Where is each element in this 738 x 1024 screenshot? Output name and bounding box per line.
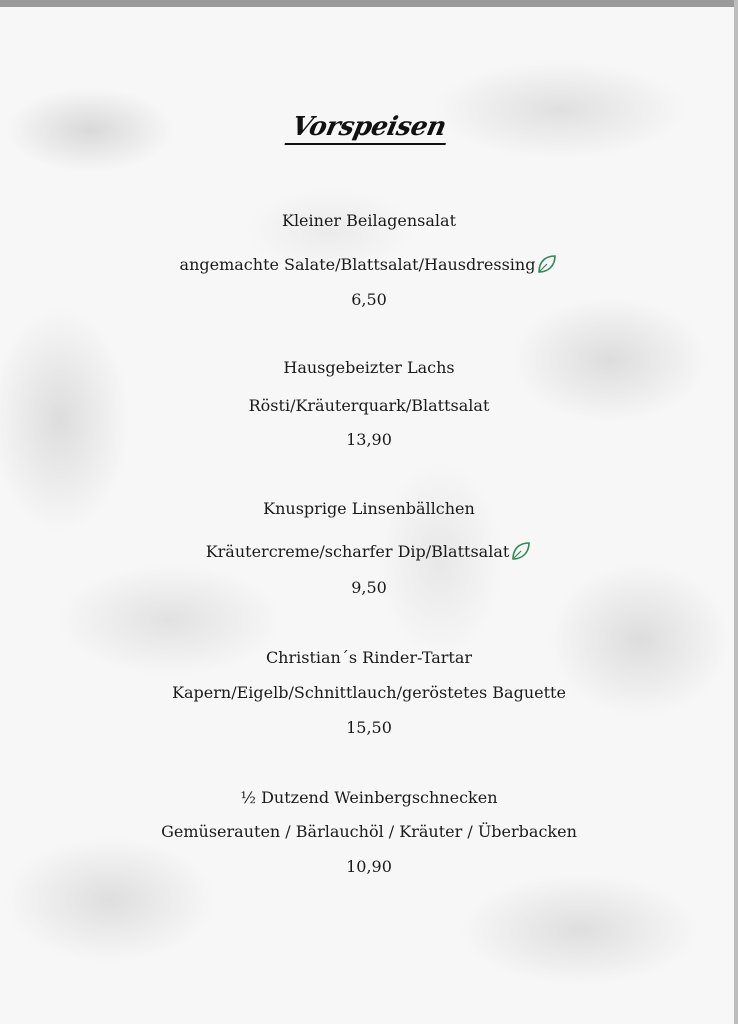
menu-item-name: Christian´s Rinder-Tartar [265,648,473,667]
menu-item-price: 13,90 [346,430,392,449]
menu-item-name: Hausgebeizter Lachs [283,358,455,377]
menu-item-description-row [0,396,738,416]
menu-item-price: 6,50 [351,290,387,309]
menu-item-price: 9,50 [351,578,387,597]
menu-item-description: angemachte Salate/Blattsalat/Hausdressing [179,255,536,274]
section-title [0,112,738,145]
menu-item-name: Knusprige Linsenbällchen [263,499,475,518]
menu-item-price: 15,50 [346,718,392,737]
menu-item-price: 10,90 [346,857,392,876]
menu-item-description-row [0,683,738,703]
menu-item-description: Rösti/Kräuterquark/Blattsalat [248,396,490,415]
scan-top-border [0,0,738,7]
leaf-icon [536,253,558,275]
leaf-icon [510,540,532,562]
menu-item-description: Kapern/Eigelb/Schnittlauch/geröstetes Baguette [172,683,566,702]
menu-item-name: ½ Dutzend Weinbergschnecken [240,788,498,807]
section-title-text: Vorspeisen [285,112,453,145]
menu-item-description: Gemüserauten / Bärlauchöl / Kräuter / Überbacken [161,822,577,841]
menu-item-description-row [0,253,738,275]
menu-item-description-row [0,540,738,562]
menu-item-name: Kleiner Beilagensalat [281,211,456,230]
menu-item-description-row [0,822,738,842]
menu-item-description: Kräutercreme/scharfer Dip/Blattsalat [205,542,510,561]
